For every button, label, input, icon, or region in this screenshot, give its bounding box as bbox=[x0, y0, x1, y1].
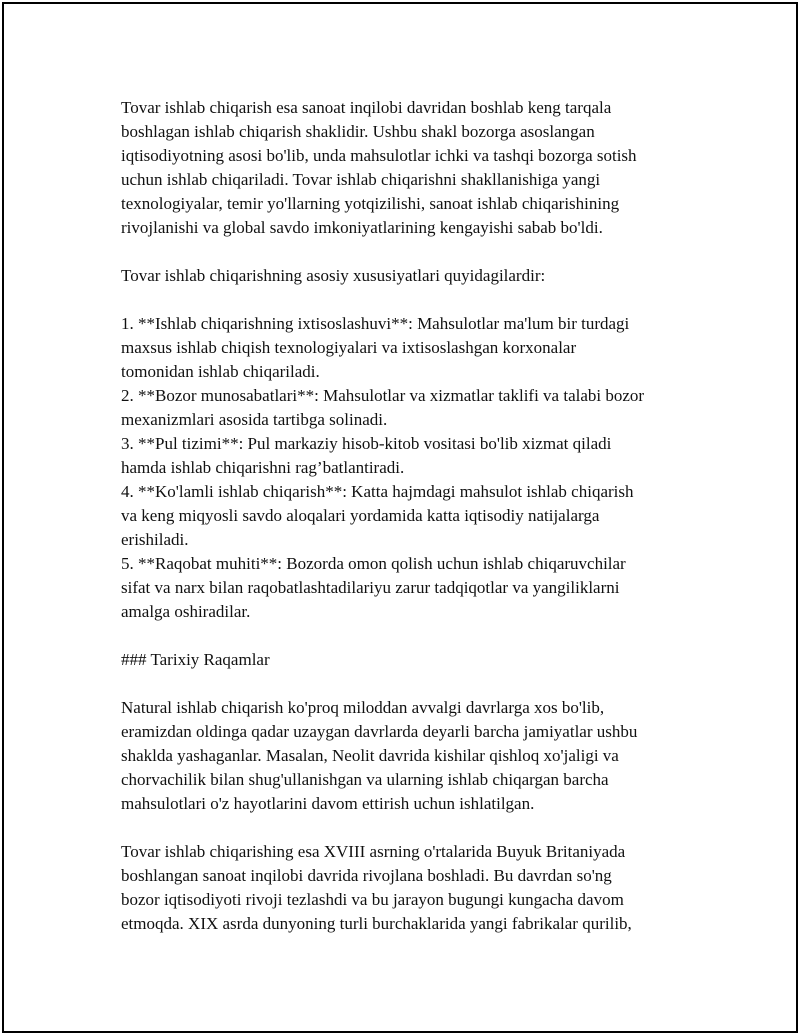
section-heading: ### Tarixiy Raqamlar bbox=[121, 650, 270, 669]
paragraph-intro: Tovar ishlab chiqarish esa sanoat inqilobi davridan boshlab keng tarqala boshlagan ishlab chiqarish shaklidir. Ushbu shakl bozorga asoslangan iqtisodiyotning asosi bo'lib, unda mahsulotlar ichki va tashqi bozorga sotish uchun ishlab chiqariladi. Tovar ishlab chiqarishni shakllanishiga yangi texnologiyalar, temir yo'llarning yotqizilishi, sanoat ishlab chiqarishining rivojlanishi va global savdo imkoniyatlarining kengayishi sabab bo'ldi. bbox=[121, 98, 637, 237]
paragraph-natural-production: Natural ishlab chiqarish ko'proq miloddan avvalgi davrlarga xos bo'lib, eramizdan oldinga qadar uzaygan davrlarda deyarli barcha jamiyatlar ushbu shaklda yashaganlar. Masalan, Neolit davrida kishilar qishloq xo'jaligi va chorvachilik bilan shug'ullanishgan va ularning ishlab chiqargan barcha mahsulotlari o'z hayotlarini davom ettirish uchun ishlatilgan. bbox=[121, 698, 638, 813]
paragraph-spacer bbox=[121, 816, 721, 840]
paragraph-spacer bbox=[121, 624, 721, 648]
paragraph-spacer bbox=[121, 288, 721, 312]
paragraph-features-heading: Tovar ishlab chiqarishning asosiy xususiyatlari quyidagilardir: bbox=[121, 266, 546, 285]
paragraph-spacer bbox=[121, 672, 721, 696]
features-list: 1. **Ishlab chiqarishning ixtisoslashuvi**: Mahsulotlar ma'lum bir turdagi maxsus ishlab chiqish texnologiyalari va ixtisoslashgan korxonalar tomonidan ishlab chiqariladi. 2. **Bozor munosabatlari**: Mahsulotlar va xizmatlar taklifi va talabi bozor mexanizmlari asosida tartibga solinadi. 3. **Pul tizimi**: Pul markaziy hisob-kitob vositasi bo'lib xizmat qiladi hamda ishlab chiqarishni rag’batlantiradi. 4. **Ko'lamli ishlab chiqarish**: Katta hajmdagi mahsulot ishlab chiqarish va keng miqyosli savdo aloqalari yordamida katta iqtisodiy natijalarga erishiladi. 5. **Raqobat muhiti**: Bozorda omon qolish uchun ishlab chiqaruvchilar sifat va narx bilan raqobatlashtadilariyu zarur tadqiqotlar va yangiliklarni amalga oshiradilar. bbox=[121, 314, 645, 621]
paragraph-spacer bbox=[121, 240, 721, 264]
paragraph-commodity-history: Tovar ishlab chiqarishing esa XVIII asrning o'rtalarida Buyuk Britaniyada boshlangan sanoat inqilobi davrida rivojlana boshladi. Bu davrdan so'ng bozor iqtisodiyoti rivoji tezlashdi va bu jarayon bugungi kungacha davom etmoqda. XIX asrda dunyoning turli burchaklarida yangi fabrikalar qurilib, bbox=[121, 842, 632, 933]
document-body bbox=[121, 96, 721, 936]
page-frame bbox=[2, 2, 798, 1033]
